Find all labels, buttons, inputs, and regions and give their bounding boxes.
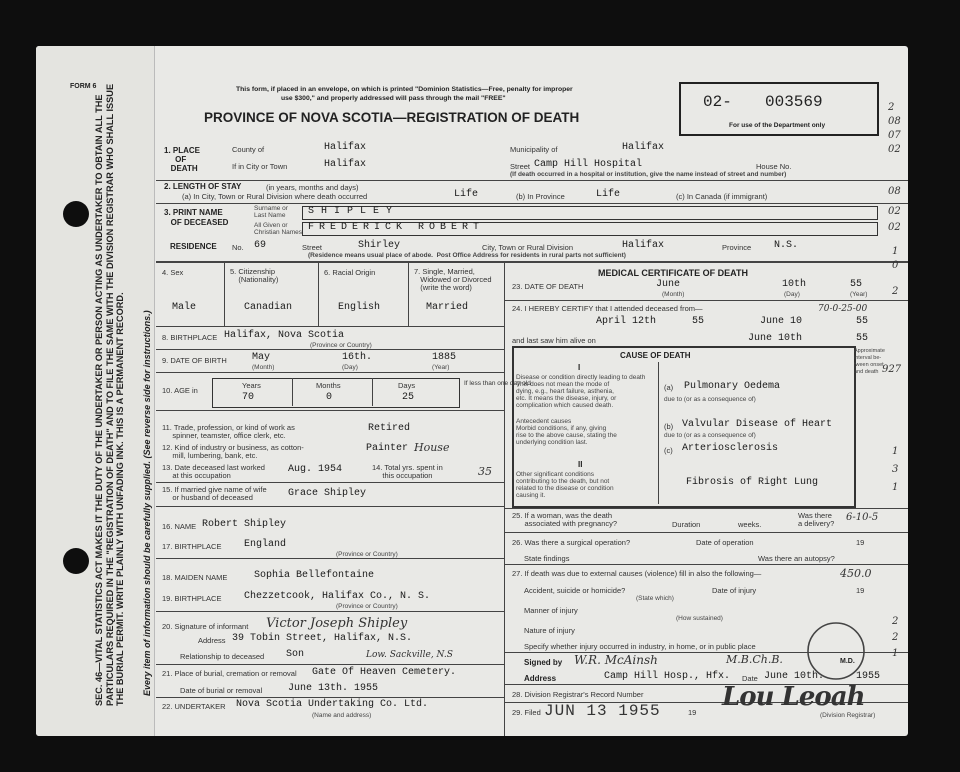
cause-heading: CAUSE OF DEATH — [620, 351, 691, 360]
stay-city-value: Life — [454, 189, 479, 200]
residence-note: (Residence means usual place of abode. Post Office Address for residents in rural parts not sufficient) — [308, 252, 626, 259]
sex-value: Male — [172, 302, 197, 313]
margin-note-9: 0 — [892, 260, 899, 271]
cause-other: Fibrosis of Right Lung — [686, 477, 819, 488]
cause-immediate: Pulmonary Oedema — [684, 381, 781, 392]
given-names-value: FREDERICK ROBERT — [308, 222, 485, 233]
margin-note-7: 02 — [888, 222, 901, 233]
margin-note-2: 08 — [888, 116, 901, 127]
undertaker-value: Nova Scotia Undertaking Co. Ltd. — [236, 699, 429, 710]
cause-antecedent-2: Arteriosclerosis — [682, 443, 779, 454]
margin-note-12: 1 — [892, 446, 899, 457]
spouse-value: Grace Shipley — [288, 488, 367, 499]
margin-note-13: 3 — [892, 464, 899, 475]
signed-by-title: M.B.Ch.B. — [726, 653, 783, 666]
attended-from: April 12th — [596, 316, 657, 327]
margin-note-15: 2 — [892, 616, 899, 627]
residence-street: Shirley — [358, 240, 401, 251]
margin-note-1: 2 — [888, 102, 895, 113]
last-worked-value: Aug. 1954 — [288, 464, 343, 475]
external-annotation: 450.0 — [840, 567, 872, 580]
length-of-stay-label: 2. LENGTH OF STAY — [164, 182, 242, 191]
margin-note-6: 02 — [888, 206, 901, 217]
attend-annotation: 70-0-25-00 — [818, 304, 868, 314]
residence-province: N.S. — [774, 240, 799, 251]
age-years: 70 — [242, 392, 255, 403]
physician-date: June 10th. — [764, 671, 825, 682]
burial-date: June 13th. 1955 — [288, 683, 379, 694]
surname-value: SHIPLEY — [308, 206, 400, 217]
margin-note-11: 927 — [882, 364, 902, 375]
marital-status-value: Married — [426, 302, 469, 313]
mother-maiden-name: Sophia Bellefontaine — [254, 570, 375, 581]
punch-hole-bottom — [63, 548, 89, 574]
last-saw-year: 55 — [856, 333, 869, 344]
stay-province-value: Life — [596, 189, 621, 200]
citizenship-value: Canadian — [244, 302, 293, 313]
occupation-industry: Painter — [366, 443, 409, 454]
city-town-label: If in City or Town — [232, 162, 288, 171]
margin-note-10: 2 — [892, 286, 899, 297]
attended-from-year: 55 — [692, 316, 705, 327]
mail-notice-1: This form, if placed in an envelope, on which is printed "Dominion Statistics—Free, penalty for improper — [236, 86, 573, 93]
age-months: 0 — [326, 392, 333, 403]
informant-alt-address: Low. Sackville, N.S — [366, 650, 453, 660]
municipality-value: Halifax — [622, 142, 665, 153]
occupation-industry-handwritten: House — [414, 441, 450, 454]
registration-number: 003569 — [765, 93, 823, 111]
last-saw-value: June 10th — [748, 333, 803, 344]
county-value: Halifax — [324, 142, 367, 153]
form-title: PROVINCE OF NOVA SCOTIA—REGISTRATION OF DEATH — [204, 110, 580, 125]
surname-label: Surname or Last Name — [254, 205, 288, 219]
city-value: Halifax — [324, 159, 367, 170]
father-birthplace: England — [244, 539, 287, 550]
residence-city: Halifax — [622, 240, 665, 251]
statute-side-text: SEC. 46—VITAL STATISTICS ACT MAKES IT THE DUTY OF THE UNDERTAKER OR PERSON ACTING AS UNDERTAKER TO OBTAIN ALL THE PARTICULARS REQUIRED IN THE "REGISTRATION OF DEATH" AND TO FILE THE SAME WITH THE DIVISION REGISTRAR WHO SHALL ISSUE THE BURIAL PERMIT. WRITE PLAINLY WITH UNFADING INK. THIS IS A PERMANENT RECORD. — [94, 83, 125, 706]
residence-label: RESIDENCE — [170, 242, 217, 251]
margin-note-14: 1 — [892, 482, 899, 493]
print-name-label: 3. PRINT NAME OF DECEASED — [164, 208, 229, 227]
department-use-label: For use of the Department only — [729, 122, 826, 129]
father-name: Robert Shipley — [202, 519, 287, 530]
filed-date-stamp: JUN 13 1955 — [544, 702, 661, 720]
cause-antecedent-1: Valvular Disease of Heart — [682, 419, 833, 430]
years-spent-value: 35 — [478, 465, 492, 478]
margin-note-3: 07 — [888, 130, 901, 141]
margin-note-17: 1 — [892, 648, 899, 659]
physician-address: Camp Hill Hosp., Hfx. — [604, 671, 731, 682]
death-registration-form: FORM 6 SEC. 46—VITAL STATISTICS ACT MAKES IT THE DUTY OF THE UNDERTAKER OR PERSON ACTING AS UNDERTAKER TO OBTAIN ALL THE PARTICULARS REQUIRED IN THE "REGISTRATION OF DEATH" AND TO FILE THE SAME WITH THE DIVISION REGISTRAR WHO SHALL ISSUE THE BURIAL PERMIT. WRITE PLAINLY WITH UNFADING INK. THIS IS A PERMANENT RECORD. Every item of information should be carefully supplied. (See reverse side for instructions.) This form, if placed in an envelope, on which is printed "Dominion Statistics—Free, penalty for improper use $300," and properly addressed will pass through the mail "FREE" PROVINCE OF NOVA SCOTIA—REGISTRATION OF DEATH 02- 003569 For use of the Department only 1. PLACE OF DEATH County of Halifax Municipality of Halifax If in City or Town Halifax Street Camp Hill Hospital House No. (If death occurred in a hospital or institution, give the name instead of street and number) 2. LENGTH OF STAY (in years, months and days) (a) In City, Town or Rural Division where death occurred Life (b) In Province Life (c) In Canada (if immigrant) 3. PRINT NAME OF DECEASED Surname or Last Name SHIPLEY All Given or Christian Names FREDERICK ROBERT RESIDENCE No. 69 Street Shirley City, Town or Rural Division Halifax Province N.S. (Residence means usual place of abode. Post Office Address for residents in rural parts not sufficient) 4. Sex 5. Citizenship (Nationality) 6. Racial Origin 7. Single, Married, Widowed or Divorced (write the word) Male Canadian English Married 8. BIRTHPLACE Halifax, Nova Scotia (Province or Country) 9. DATE OF BIRTH May 16th. 1885 (Month) (Day) (Year) 10. AGE in Years Months Days 70 0 25 If less than one day old 11. Trade, profession, or kind of work as spinner, teamster, office clerk, etc. Retired 12. Kind of industry or business, as cotton- mill, lumbering, bank, etc. Painter House 13. Date deceased last worked at this occupation Aug. 1954 14. Total yrs. spent in this occupation 35 15. If married give name of wife or husband of deceased Grace Shipley 16. NAME Robert Shipley 17. BIRTHPLACE England (Province or Country) 18. MAIDEN NAME Sophia Bellefontaine 19. BIRTHPLACE Chezzetcook, Halifax Co., N. S. (Province or Country) 20. Signature of informant Victor Joseph Shipley Address 39 Tobin Street, Halifax, N.S. Relationship to deceased Son Low. Sackville, N.S 21. Place of burial, cremation or removal Gate Of Heaven Cemetery. Date of burial or removal June 13th. 1955 22. UNDERTAKER Nova Scotia Undertaking Co. Ltd. (Name and address) MEDICAL CERTIFICATE OF DEATH 23. DATE OF DEATH June 10th 55 (Month) (Day) (Year) 24. I HEREBY CERTIFY that I attended deceased from— April 12th 55 June 10 55 70-0-25-00 and last saw him alive on June 10th 55 CAUSE OF DEATH I Disease or condition directly leading to death This does not mean the mode of dying, e.g., heart failure, asthenia, etc. It means the disease, injury, or complication which caused death. (a) Pulmonary Oedema due to (or as a consequence of) Antecedent causes Morbid conditions, if any, giving rise to the above cause, stating the underlying condition last. (b) Valvular Disease of Heart due to (or as a consequence of) (c) Arteriosclerosis II Other significant conditions contributing to the death, but not related to the disease or condition causing it. Fibrosis of Right Lung Approximate interval be- tween onset and death 25. If a woman, was the death associated with pregnancy? Duration weeks. Was there a delivery? 6-10-5 26. Was there a surgical operation? Date of operation 19 State findings Was there an autopsy? 27. If death was due to external causes (violence) fill in also the following— 450.0 Accident, suicide or homicide? Date of injury 19 (State which) Manner of injury (How sustained) Nature of injury Specify whether injury occurred in industry, in home, or in public place Signed by W.R. McAinsh M.B.Ch.B. M.D. Address Camp Hill Hosp., Hfx. Date June 10th. 1955 28. Division Registrar's Record Number 29. Filed JUN 13 1955 19 Lou Leoah (Division Registrar) 2 08 07 02 08 02 02 1 0 2 927 1 3 1 2 2 1 — [36, 46, 908, 736]
stay-canada-label: (c) In Canada (if immigrant) — [676, 192, 768, 201]
informant-address: 39 Tobin Street, Halifax, N.S. — [232, 633, 413, 644]
margin-note-8: 1 — [892, 246, 899, 257]
house-no-label: House No. — [756, 162, 792, 171]
burial-place: Gate Of Heaven Cemetery. — [312, 667, 457, 678]
age-days: 25 — [402, 392, 415, 403]
place-of-death-label: 1. PLACE OF DEATH — [164, 146, 201, 173]
birthplace-value: Halifax, Nova Scotia — [224, 330, 345, 341]
birth-day: 16th. — [342, 352, 373, 363]
form-stub — [36, 46, 155, 736]
signed-by-signature: W.R. McAinsh — [574, 653, 658, 667]
delivery-annotation: 6-10-5 — [846, 512, 879, 523]
death-day: 10th — [782, 279, 807, 290]
margin-note-5: 08 — [888, 186, 901, 197]
punch-hole-top — [63, 201, 89, 227]
attended-to: June 10 — [760, 316, 803, 327]
hospital-note: (If death occurred in a hospital or institution, give the name instead of street and number) — [510, 171, 787, 178]
stay-city-label: (a) In City, Town or Rural Division where death occurred — [182, 192, 368, 201]
physician-date-year: 1955 — [856, 671, 881, 682]
street-label: Street — [510, 162, 531, 171]
residence-no: 69 — [254, 240, 267, 251]
birth-year: 1885 — [432, 352, 457, 363]
registration-prefix: 02- — [703, 93, 732, 111]
given-names-label: All Given or Christian Names — [254, 222, 303, 236]
form-label: FORM 6 — [70, 83, 97, 90]
informant-signature: Victor Joseph Shipley — [266, 616, 408, 631]
mother-birthplace: Chezzetcook, Halifax Co., N. S. — [244, 591, 431, 602]
length-of-stay-hint: (in years, months and days) — [266, 183, 359, 192]
margin-note-4: 02 — [888, 144, 901, 155]
mail-notice-2: use $300," and properly addressed will pass through the mail "FREE" — [281, 95, 506, 102]
stay-province-label: (b) In Province — [516, 192, 565, 201]
registrar-signature: Lou Leoah — [722, 682, 865, 712]
racial-origin-value: English — [338, 302, 381, 313]
side-instruction-note: Every item of information should be carefully supplied. (See reverse side for instructions.) — [142, 310, 152, 696]
circle-mark-icon — [796, 616, 876, 686]
registration-number-box — [679, 82, 879, 136]
death-month: June — [656, 279, 681, 290]
margin-note-16: 2 — [892, 632, 899, 643]
municipality-label: Municipality of — [510, 145, 558, 154]
informant-relationship: Son — [286, 649, 305, 660]
occupation-trade: Retired — [368, 423, 411, 434]
medical-heading: MEDICAL CERTIFICATE OF DEATH — [598, 268, 748, 278]
birth-month: May — [252, 352, 271, 363]
street-value: Camp Hill Hospital — [534, 159, 643, 170]
attended-to-year: 55 — [856, 316, 869, 327]
county-label: County of — [232, 145, 265, 154]
death-year: 55 — [850, 279, 863, 290]
